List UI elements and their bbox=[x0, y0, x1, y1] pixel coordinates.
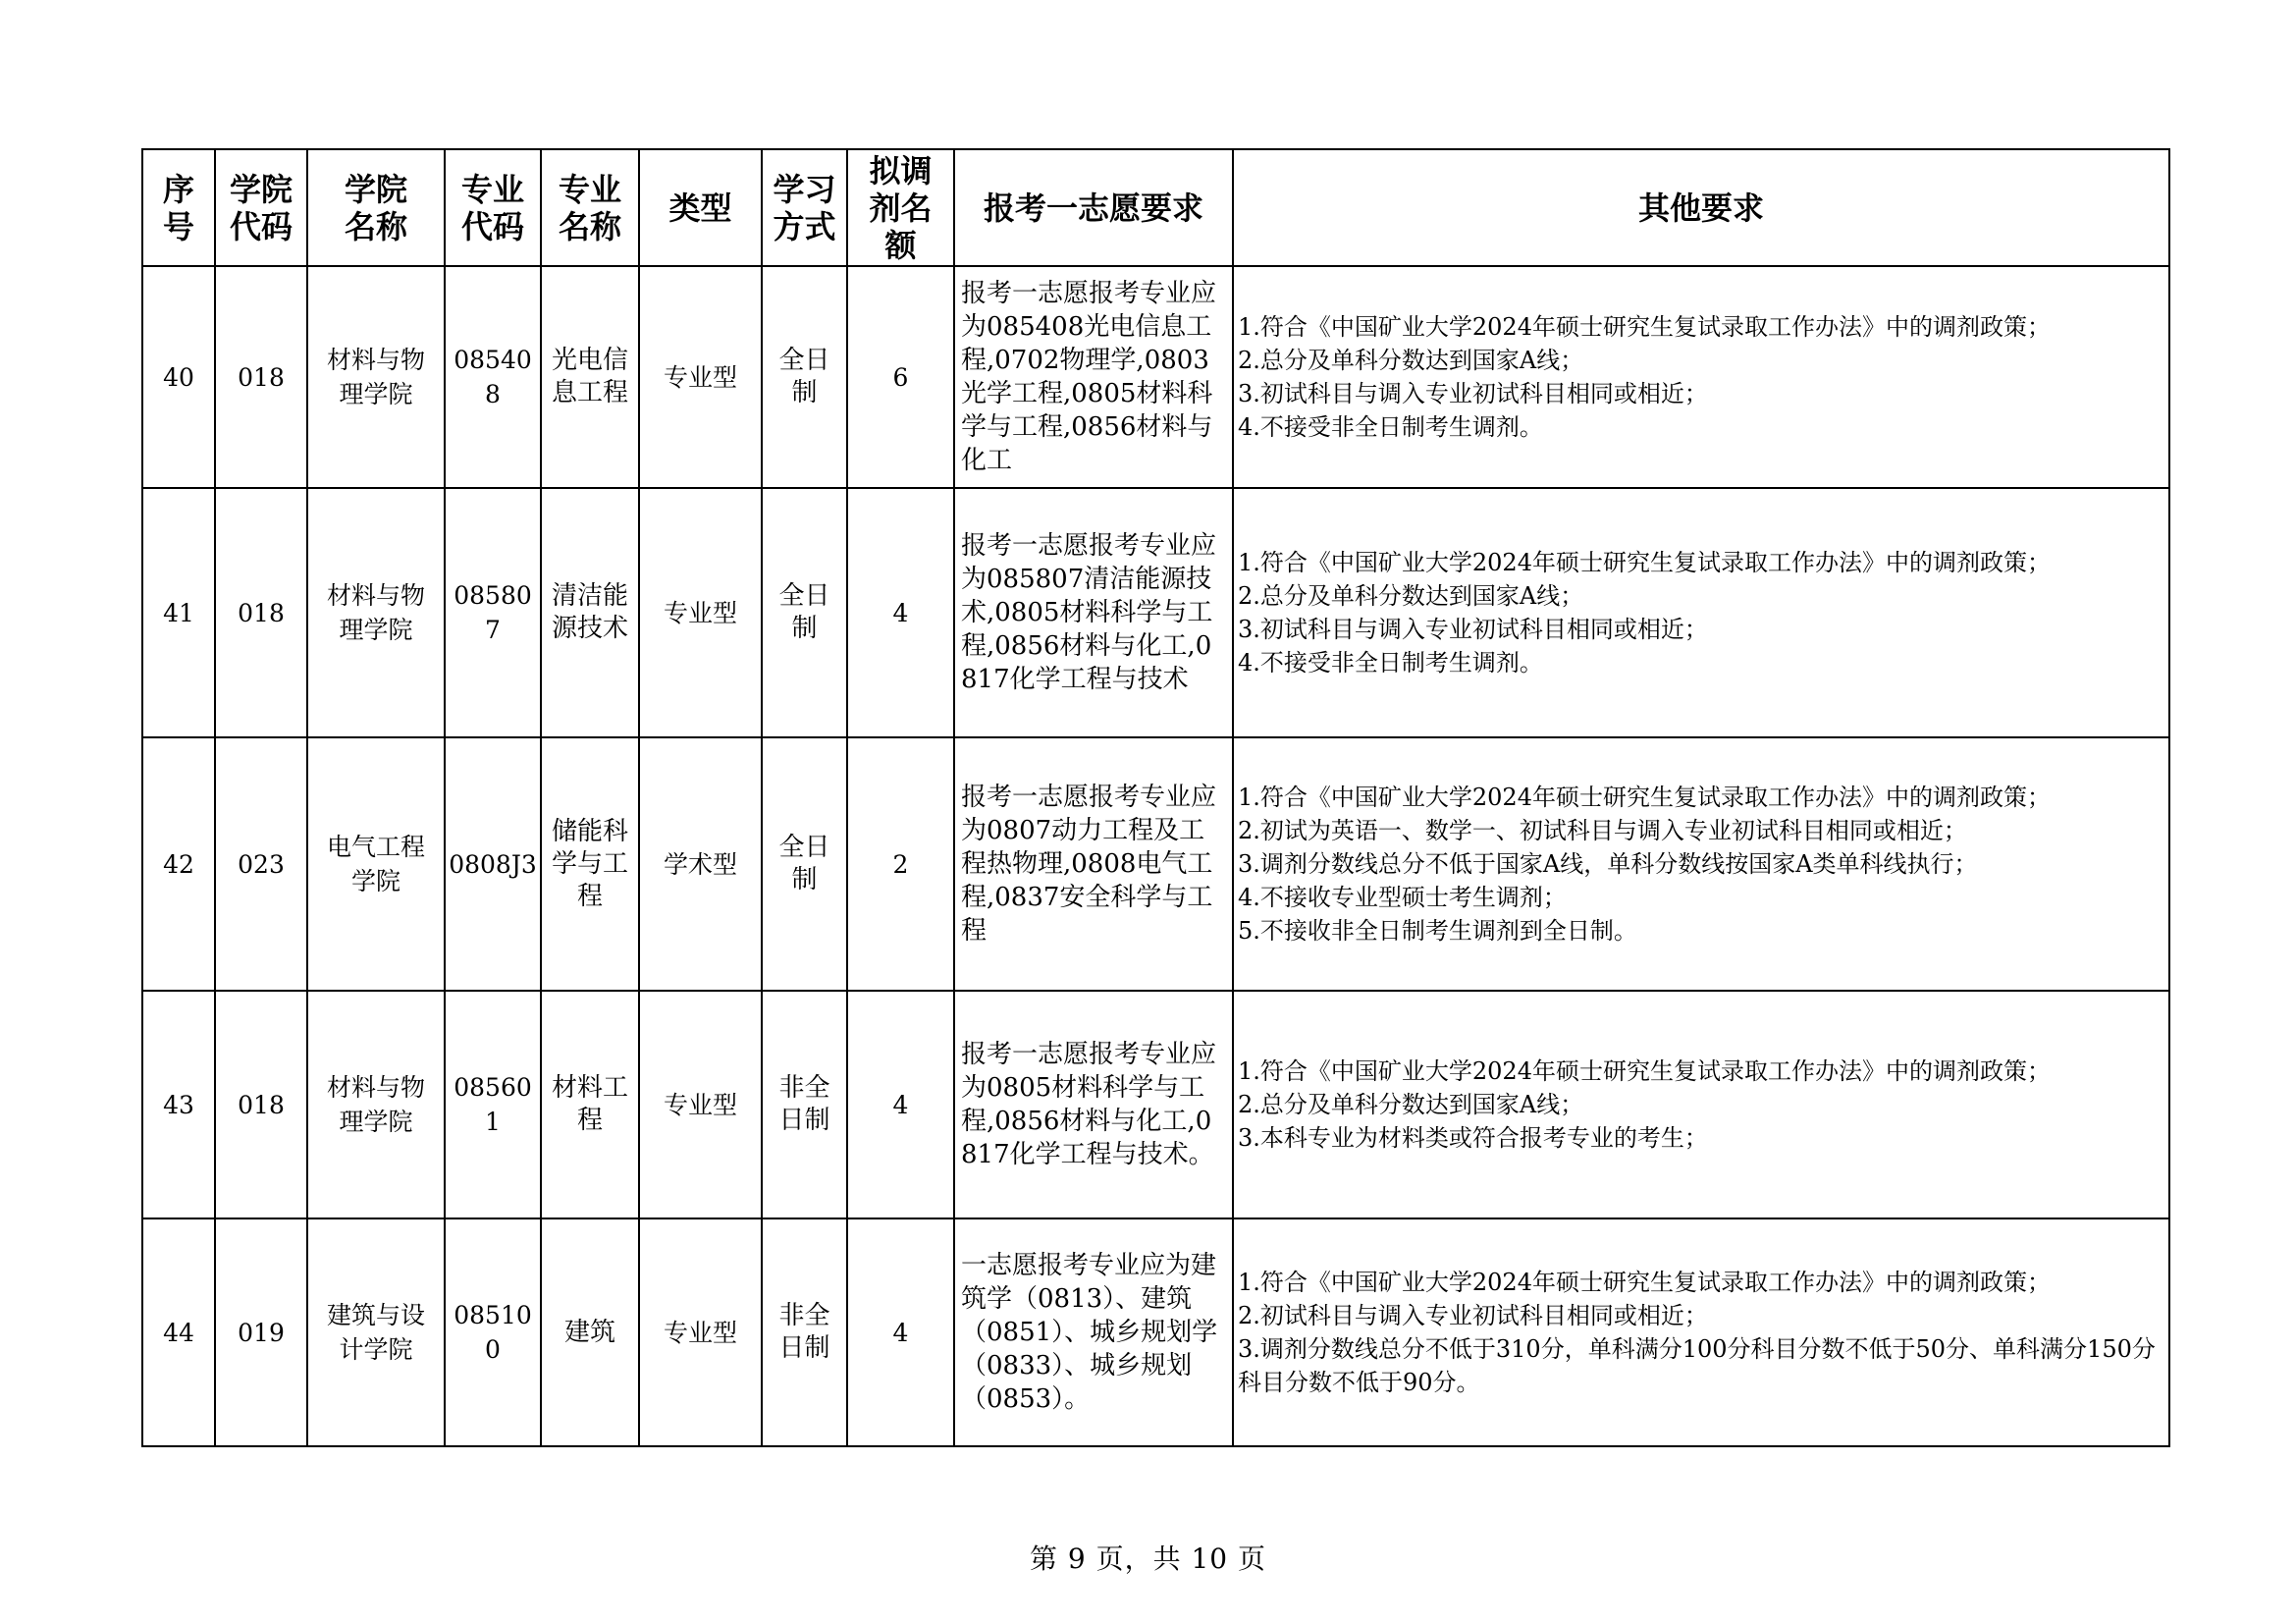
cell-other-req bbox=[1233, 488, 2169, 737]
cell-major-name: 储能科学与工程 bbox=[541, 737, 639, 991]
cell-type: 专业型 bbox=[639, 991, 762, 1218]
other-req-line: 2.总分及单科分数达到国家A线； bbox=[1238, 347, 1584, 374]
cell-first-choice-req: 报考一志愿报考专业应为0807动力工程及工程热物理,0808电气工程,0837安全科学与工程 bbox=[954, 737, 1233, 991]
cell-quota: 4 bbox=[847, 488, 954, 737]
table-row bbox=[142, 1218, 2169, 1446]
header-college-name: 学院名称 bbox=[307, 149, 445, 266]
other-req-line: 3.调剂分数线总分不低于国家A线，单科分数线按国家A类单科线执行； bbox=[1238, 850, 1978, 878]
cell-college-name: 材料与物理学院 bbox=[307, 266, 445, 488]
header-study-mode: 学习方式 bbox=[762, 149, 847, 266]
cell-seq: 42 bbox=[142, 737, 215, 991]
cell-seq: 43 bbox=[142, 991, 215, 1218]
cell-type: 专业型 bbox=[639, 1218, 762, 1446]
other-req-line: 5.不接收非全日制考生调剂到全日制。 bbox=[1238, 917, 1637, 945]
cell-other-req bbox=[1233, 1218, 2169, 1446]
cell-college-name: 材料与物理学院 bbox=[307, 991, 445, 1218]
cell-quota: 6 bbox=[847, 266, 954, 488]
cell-major-code: 085100 bbox=[445, 1218, 541, 1446]
adjustment-table bbox=[141, 148, 2170, 1447]
cell-study-mode: 全日制 bbox=[762, 266, 847, 488]
cell-first-choice-req: 报考一志愿报考专业应为085807清洁能源技术,0805材料科学与工程,0856材料与化工,0817化学工程与技术 bbox=[954, 488, 1233, 737]
other-req-line: 3.初试科目与调入专业初试科目相同或相近； bbox=[1238, 380, 1708, 407]
cell-college-name: 材料与物理学院 bbox=[307, 488, 445, 737]
cell-other-req bbox=[1233, 266, 2169, 488]
cell-quota: 2 bbox=[847, 737, 954, 991]
other-req-line: 3.调剂分数线总分不低于310分，单科满分100分科目分数不低于50分、单科满分150分科目分数不低于90分。 bbox=[1238, 1335, 2156, 1396]
cell-major-code: 085807 bbox=[445, 488, 541, 737]
other-req-line: 1.符合《中国矿业大学2024年硕士研究生复试录取工作办法》中的调剂政策； bbox=[1238, 1269, 2051, 1296]
cell-type: 专业型 bbox=[639, 488, 762, 737]
cell-major-code: 085601 bbox=[445, 991, 541, 1218]
other-req-line: 1.符合《中国矿业大学2024年硕士研究生复试录取工作办法》中的调剂政策； bbox=[1238, 313, 2051, 341]
other-req-line: 3.本科专业为材料类或符合报考专业的考生； bbox=[1238, 1124, 1708, 1152]
cell-college-code: 023 bbox=[215, 737, 307, 991]
cell-college-code: 018 bbox=[215, 488, 307, 737]
other-req-line: 3.初试科目与调入专业初试科目相同或相近； bbox=[1238, 616, 1708, 643]
other-req-line: 1.符合《中国矿业大学2024年硕士研究生复试录取工作办法》中的调剂政策； bbox=[1238, 1057, 2051, 1085]
header-seq: 序号 bbox=[142, 149, 215, 266]
cell-other-req bbox=[1233, 991, 2169, 1218]
header-major-code: 专业代码 bbox=[445, 149, 541, 266]
other-req-line: 2.初试为英语一、数学一、初试科目与调入专业初试科目相同或相近； bbox=[1238, 817, 1967, 844]
table-row bbox=[142, 737, 2169, 991]
header-quota: 拟调剂名额 bbox=[847, 149, 954, 266]
cell-college-name: 电气工程学院 bbox=[307, 737, 445, 991]
other-req-line: 4.不接受非全日制考生调剂。 bbox=[1238, 649, 1543, 677]
other-req-line: 1.符合《中国矿业大学2024年硕士研究生复试录取工作办法》中的调剂政策； bbox=[1238, 549, 2051, 576]
table-row bbox=[142, 266, 2169, 488]
table-row bbox=[142, 991, 2169, 1218]
cell-first-choice-req: 一志愿报考专业应为建筑学（0813）、建筑（0851）、城乡规划学（0833）、城乡规划（0853）。 bbox=[954, 1218, 1233, 1446]
table-body bbox=[142, 266, 2169, 1446]
page-number: 第 9 页，共 10 页 bbox=[1029, 1543, 1267, 1575]
cell-type: 专业型 bbox=[639, 266, 762, 488]
header-college-code: 学院代码 bbox=[215, 149, 307, 266]
cell-major-name: 光电信息工程 bbox=[541, 266, 639, 488]
other-req-line: 2.初试科目与调入专业初试科目相同或相近； bbox=[1238, 1302, 1708, 1329]
cell-first-choice-req: 报考一志愿报考专业应为085408光电信息工程,0702物理学,0803光学工程,0805材料科学与工程,0856材料与化工 bbox=[954, 266, 1233, 488]
cell-quota: 4 bbox=[847, 1218, 954, 1446]
header-first-choice-req: 报考一志愿要求 bbox=[954, 149, 1233, 266]
cell-major-name: 清洁能源技术 bbox=[541, 488, 639, 737]
table-row bbox=[142, 488, 2169, 737]
header-other-req: 其他要求 bbox=[1233, 149, 2169, 266]
cell-major-code: 0808J3 bbox=[445, 737, 541, 991]
header-type: 类型 bbox=[639, 149, 762, 266]
cell-seq: 44 bbox=[142, 1218, 215, 1446]
cell-type: 学术型 bbox=[639, 737, 762, 991]
cell-study-mode: 全日制 bbox=[762, 488, 847, 737]
cell-other-req bbox=[1233, 737, 2169, 991]
cell-study-mode: 全日制 bbox=[762, 737, 847, 991]
cell-study-mode: 非全日制 bbox=[762, 1218, 847, 1446]
cell-seq: 41 bbox=[142, 488, 215, 737]
header-major-name: 专业名称 bbox=[541, 149, 639, 266]
cell-college-code: 018 bbox=[215, 266, 307, 488]
cell-study-mode: 非全日制 bbox=[762, 991, 847, 1218]
cell-college-name: 建筑与设计学院 bbox=[307, 1218, 445, 1446]
other-req-line: 4.不接受非全日制考生调剂。 bbox=[1238, 413, 1543, 441]
cell-seq: 40 bbox=[142, 266, 215, 488]
cell-first-choice-req: 报考一志愿报考专业应为0805材料科学与工程,0856材料与化工,0817化学工程与技术。 bbox=[954, 991, 1233, 1218]
other-req-line: 1.符合《中国矿业大学2024年硕士研究生复试录取工作办法》中的调剂政策； bbox=[1238, 784, 2051, 811]
cell-quota: 4 bbox=[847, 991, 954, 1218]
cell-major-name: 材料工程 bbox=[541, 991, 639, 1218]
cell-major-code: 085408 bbox=[445, 266, 541, 488]
header-row bbox=[142, 149, 2169, 266]
cell-college-code: 018 bbox=[215, 991, 307, 1218]
other-req-line: 4.不接收专业型硕士考生调剂； bbox=[1238, 884, 1567, 911]
other-req-line: 2.总分及单科分数达到国家A线； bbox=[1238, 1091, 1584, 1118]
other-req-line: 2.总分及单科分数达到国家A线； bbox=[1238, 582, 1584, 610]
cell-major-name: 建筑 bbox=[541, 1218, 639, 1446]
cell-college-code: 019 bbox=[215, 1218, 307, 1446]
